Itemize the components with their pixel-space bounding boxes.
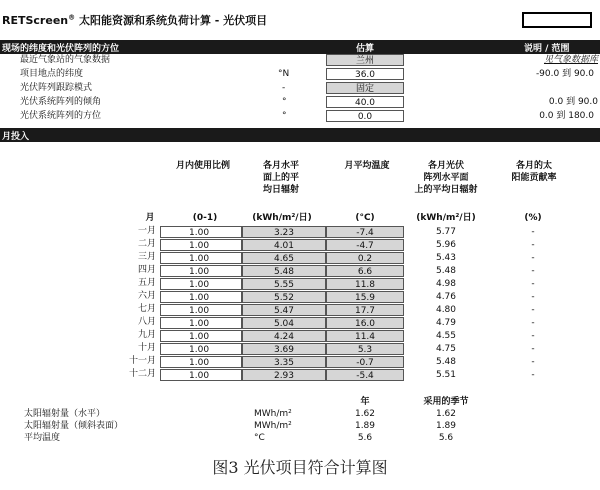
temperature-cell[interactable]: 6.6 xyxy=(326,265,404,277)
use-ratio-cell[interactable]: 1.00 xyxy=(160,226,242,238)
title-input-box[interactable] xyxy=(522,12,592,28)
summary-label: 太阳辐射量（水平） xyxy=(24,409,106,419)
horizontal-radiation-cell[interactable]: 5.47 xyxy=(242,304,326,316)
array-radiation-value: 4.80 xyxy=(435,305,457,315)
use-ratio-cell[interactable]: 1.00 xyxy=(160,291,242,303)
horizontal-radiation-cell[interactable]: 5.04 xyxy=(242,317,326,329)
site-row-label: 光伏系统阵列的倾角 xyxy=(20,97,102,107)
contribution-value: - xyxy=(531,370,535,380)
array-radiation-value: 5.48 xyxy=(435,266,457,276)
temperature-cell[interactable]: -7.4 xyxy=(326,226,404,238)
temperature-cell[interactable]: -4.7 xyxy=(326,239,404,251)
month-label: 十月 xyxy=(137,343,156,353)
contribution-value: - xyxy=(531,253,535,263)
site-row-value[interactable]: 36.0 xyxy=(326,68,404,80)
month-label: 三月 xyxy=(137,252,156,262)
use-ratio-cell[interactable]: 1.00 xyxy=(160,317,242,329)
horizontal-radiation-cell[interactable]: 5.48 xyxy=(242,265,326,277)
sheet-title: RETScreen® 太阳能资源和系统负荷计算 - 光伏项目 xyxy=(2,13,268,27)
contribution-value: - xyxy=(531,318,535,328)
use-ratio-cell[interactable]: 1.00 xyxy=(160,330,242,342)
array-radiation-value: 5.77 xyxy=(435,227,457,237)
array-radiation-value: 4.79 xyxy=(435,318,457,328)
site-row-unit: °N xyxy=(278,69,290,79)
notes-header: 说明 / 范围 xyxy=(524,44,570,54)
array-radiation-value: 5.43 xyxy=(435,253,457,263)
temperature-cell[interactable]: 11.4 xyxy=(326,330,404,342)
unit-label: (°C) xyxy=(355,213,375,223)
array-radiation-value: 4.76 xyxy=(435,292,457,302)
temperature-cell[interactable]: -5.4 xyxy=(326,369,404,381)
summary-season-value: 1.89 xyxy=(435,421,457,431)
temperature-cell[interactable]: 17.7 xyxy=(326,304,404,316)
use-ratio-cell[interactable]: 1.00 xyxy=(160,252,242,264)
site-row-label: 光伏阵列跟踪模式 xyxy=(20,83,93,93)
use-ratio-cell[interactable]: 1.00 xyxy=(160,265,242,277)
array-radiation-value: 5.96 xyxy=(435,240,457,250)
contribution-value: - xyxy=(531,331,535,341)
site-row-note: 0.0 到 90.0 xyxy=(548,97,598,107)
array-radiation-value: 4.55 xyxy=(435,331,457,341)
temperature-cell[interactable]: 15.9 xyxy=(326,291,404,303)
month-label: 八月 xyxy=(137,317,156,327)
section-header-monthly xyxy=(0,128,600,142)
month-label: 十一月 xyxy=(128,356,156,366)
site-row-note[interactable]: 见气象数据库 xyxy=(543,55,598,65)
temperature-cell[interactable]: 11.8 xyxy=(326,278,404,290)
summary-season-value: 1.62 xyxy=(435,409,457,419)
unit-label: (0-1) xyxy=(192,213,218,223)
site-row-value[interactable]: 0.0 xyxy=(326,110,404,122)
contribution-value: - xyxy=(531,305,535,315)
use-ratio-cell[interactable]: 1.00 xyxy=(160,343,242,355)
summary-label: 平均温度 xyxy=(24,433,61,443)
month-label: 五月 xyxy=(137,278,156,288)
section-header-site xyxy=(0,40,600,54)
array-radiation-value: 4.75 xyxy=(435,344,457,354)
horizontal-radiation-cell[interactable]: 2.93 xyxy=(242,369,326,381)
summary-season-header: 采用的季节 xyxy=(423,397,469,407)
estimate-header: 估算 xyxy=(356,44,375,54)
month-label: 十二月 xyxy=(128,369,156,379)
horizontal-radiation-cell[interactable]: 4.24 xyxy=(242,330,326,342)
horizontal-radiation-cell[interactable]: 4.01 xyxy=(242,239,326,251)
section-label: 月投入 xyxy=(2,132,30,142)
contribution-value: - xyxy=(531,292,535,302)
contribution-value: - xyxy=(531,344,535,354)
horizontal-radiation-cell[interactable]: 3.35 xyxy=(242,356,326,368)
month-label: 九月 xyxy=(137,330,156,340)
figure-caption: 图3 光伏项目符合计算图 xyxy=(212,458,388,477)
summary-unit: MWh/m² xyxy=(254,421,292,431)
temperature-cell[interactable]: -0.7 xyxy=(326,356,404,368)
use-ratio-cell[interactable]: 1.00 xyxy=(160,304,242,316)
site-row-value[interactable]: 40.0 xyxy=(326,96,404,108)
unit-label: (kWh/m²/日) xyxy=(252,213,312,223)
contribution-value: - xyxy=(531,266,535,276)
horizontal-radiation-cell[interactable]: 5.52 xyxy=(242,291,326,303)
site-row-unit: ° xyxy=(282,97,287,107)
horizontal-radiation-cell[interactable]: 3.23 xyxy=(242,226,326,238)
use-ratio-cell[interactable]: 1.00 xyxy=(160,369,242,381)
site-row-label: 最近气象站的气象数据 xyxy=(20,55,111,65)
horizontal-radiation-cell[interactable]: 3.69 xyxy=(242,343,326,355)
column-header: 各月水平 面上的平 均日辐射 xyxy=(262,161,299,195)
summary-label: 太阳辐射量（倾斜表面） xyxy=(24,421,124,431)
unit-label: (kWh/m²/日) xyxy=(416,213,476,223)
contribution-value: - xyxy=(531,227,535,237)
title-bar xyxy=(0,10,600,30)
temperature-cell[interactable]: 16.0 xyxy=(326,317,404,329)
use-ratio-cell[interactable]: 1.00 xyxy=(160,239,242,251)
unit-label: (%) xyxy=(524,213,542,223)
month-label: 六月 xyxy=(137,291,156,301)
summary-season-value: 5.6 xyxy=(438,433,454,443)
use-ratio-cell[interactable]: 1.00 xyxy=(160,278,242,290)
site-row-label: 光伏系统阵列的方位 xyxy=(20,111,102,121)
contribution-value: - xyxy=(531,279,535,289)
array-radiation-value: 4.98 xyxy=(435,279,457,289)
summary-year-value: 5.6 xyxy=(357,433,373,443)
month-label: 一月 xyxy=(137,226,156,236)
summary-unit: MWh/m² xyxy=(254,409,292,419)
horizontal-radiation-cell[interactable]: 4.65 xyxy=(242,252,326,264)
temperature-cell[interactable]: 5.3 xyxy=(326,343,404,355)
site-row-value[interactable]: 固定 xyxy=(326,82,404,94)
site-row-unit: - xyxy=(282,83,286,93)
site-row-value[interactable]: 兰州 xyxy=(326,54,404,66)
array-radiation-value: 5.51 xyxy=(435,370,457,380)
unit-label: 月 xyxy=(145,213,155,223)
column-header: 月内使用比例 xyxy=(175,161,230,171)
summary-year-value: 1.89 xyxy=(354,421,376,431)
contribution-value: - xyxy=(531,240,535,250)
column-header: 各月光伏 阵列水平面 上的平均日辐射 xyxy=(414,161,478,195)
month-label: 七月 xyxy=(137,304,156,314)
column-header: 各月的太 阳能贡献率 xyxy=(511,161,557,183)
column-header: 月平均温度 xyxy=(344,161,390,171)
month-label: 二月 xyxy=(137,239,156,249)
site-row-note: -90.0 到 90.0 xyxy=(535,69,594,79)
summary-unit: °C xyxy=(254,433,265,443)
month-label: 四月 xyxy=(137,265,156,275)
site-row-label: 项目地点的纬度 xyxy=(20,69,84,79)
summary-year-header: 年 xyxy=(360,397,370,407)
use-ratio-cell[interactable]: 1.00 xyxy=(160,356,242,368)
array-radiation-value: 5.48 xyxy=(435,357,457,367)
site-row-unit: ° xyxy=(282,111,287,121)
temperature-cell[interactable]: 0.2 xyxy=(326,252,404,264)
horizontal-radiation-cell[interactable]: 5.55 xyxy=(242,278,326,290)
section-label: 现场的纬度和光伏阵列的方位 xyxy=(2,44,120,54)
contribution-value: - xyxy=(531,357,535,367)
summary-year-value: 1.62 xyxy=(354,409,376,419)
site-row-note: 0.0 到 180.0 xyxy=(539,111,594,121)
